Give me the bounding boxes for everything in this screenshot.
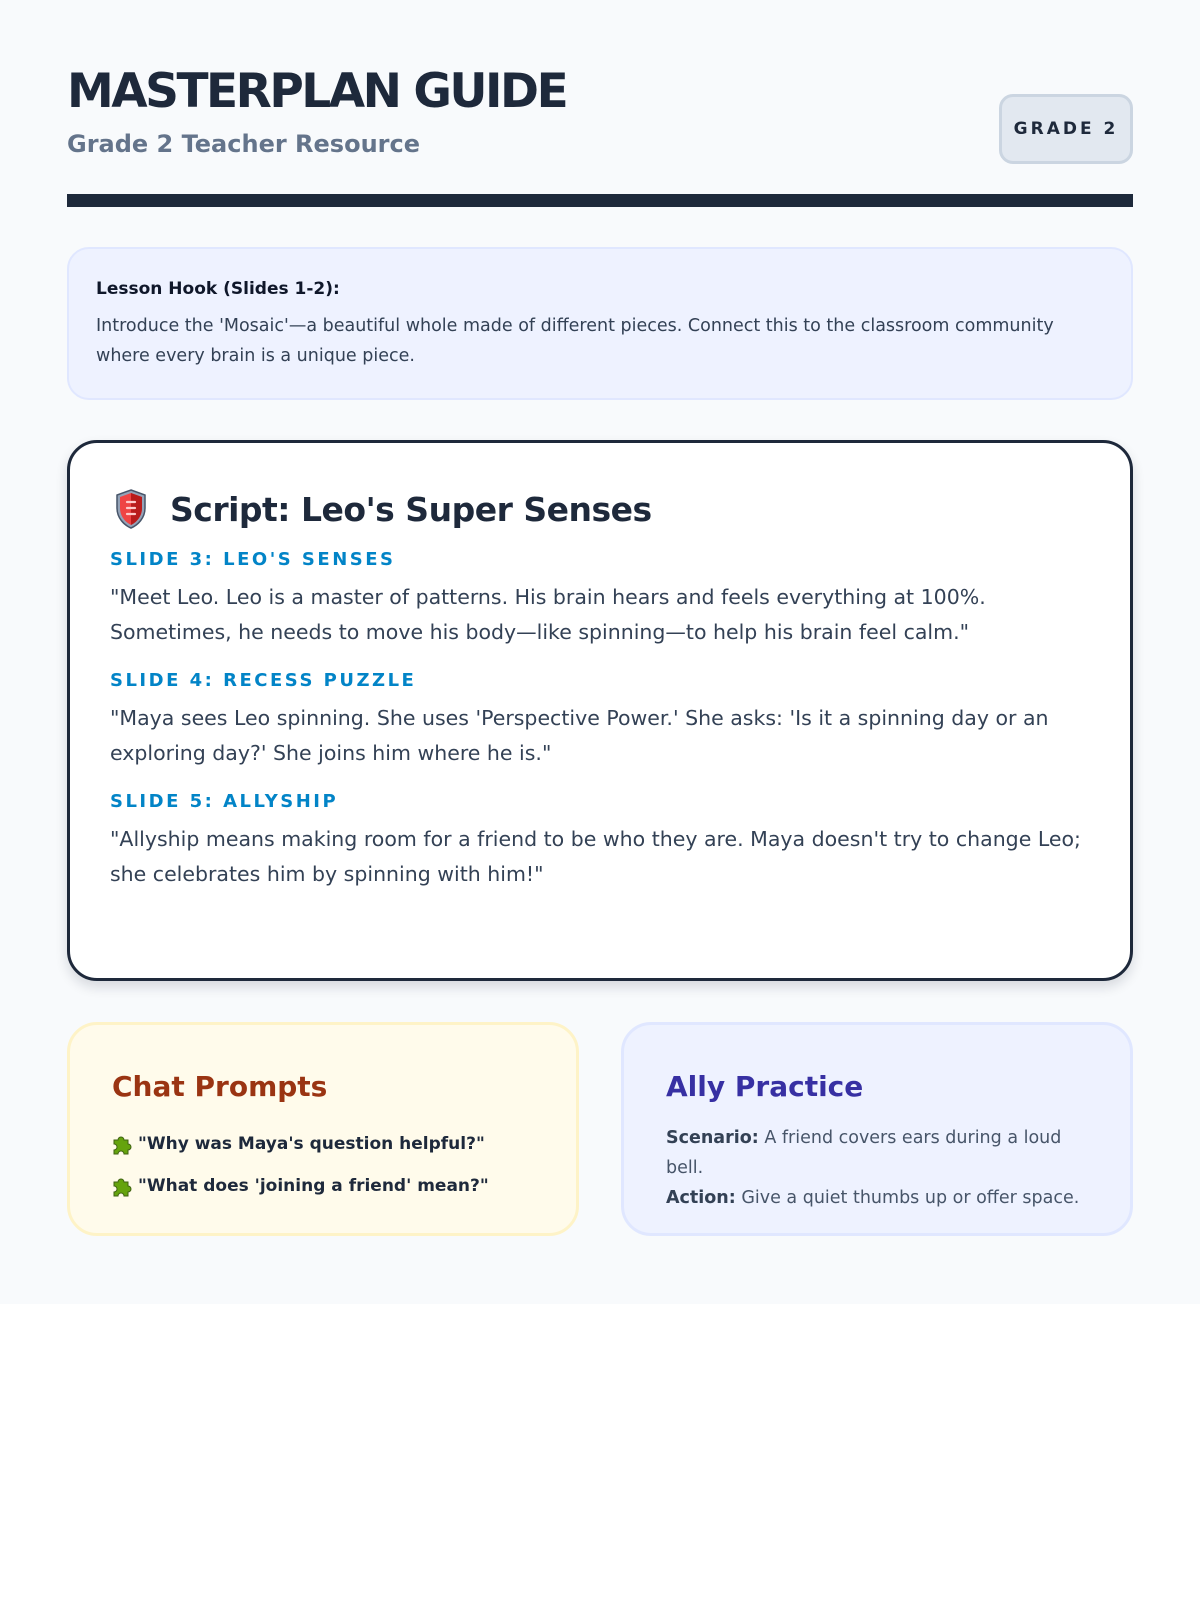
slide-label: SLIDE 3: LEO'S SENSES: [110, 549, 396, 570]
chat-prompt-item: [112, 1165, 534, 1207]
script-card: [67, 440, 1133, 981]
scenario-text: A friend covers ears during a loud bell.: [666, 1128, 1062, 1178]
chat-prompt-text: "Why was Maya's question helpful?": [138, 1134, 485, 1154]
ally-action: [666, 1183, 1088, 1213]
slide-section: [110, 549, 1090, 650]
ally-practice-card: [621, 1022, 1133, 1236]
header-divider: [67, 194, 1133, 207]
ally-scenario: [666, 1123, 1088, 1183]
slide-text: "Allyship means making room for a friend to be who they are. Maya doesn't try to change Leo; she celebrates him by spinning with him!": [110, 827, 1081, 886]
lesson-hook-body: Introduce the 'Mosaic'—a beautiful whole made of different pieces. Connect this to the classroom community where every brain is a unique piece.: [96, 316, 1054, 366]
ally-practice-title: Ally Practice: [666, 1070, 864, 1103]
action-text: Give a quiet thumbs up or offer space.: [735, 1188, 1080, 1208]
page-subtitle: Grade 2 Teacher Resource: [67, 130, 420, 158]
script-title: Script: Leo's Super Senses: [170, 489, 652, 529]
puzzle-piece-icon: [110, 1175, 132, 1197]
slide-section: [110, 670, 1090, 771]
chat-prompts-card: [67, 1022, 579, 1236]
slide-text: "Maya sees Leo spinning. She uses 'Perspective Power.' She asks: 'Is it a spinning day or an exploring day?' She joins him where he is.": [110, 706, 1049, 765]
slide-section: [110, 791, 1090, 892]
lesson-hook-card: [67, 247, 1133, 400]
chat-prompts-title: Chat Prompts: [112, 1070, 328, 1103]
puzzle-piece-icon: [110, 1133, 132, 1155]
slide-label: SLIDE 5: ALLYSHIP: [110, 791, 339, 812]
slide-label: SLIDE 4: RECESS PUZZLE: [110, 670, 417, 691]
slide-text: "Meet Leo. Leo is a master of patterns. His brain hears and feels everything at 100%. Sometimes, he needs to move his body—like spinning—to help his brain feel calm.": [110, 585, 986, 644]
chat-prompt-text: "What does 'joining a friend' mean?": [138, 1176, 489, 1196]
header: [67, 0, 1133, 205]
bottom-cards: [67, 1022, 1133, 1236]
page-title: MASTERPLAN GUIDE: [67, 64, 567, 119]
grade-badge: GRADE 2: [999, 94, 1133, 164]
chat-prompt-item: [112, 1123, 534, 1165]
scenario-label: Scenario:: [666, 1128, 759, 1148]
action-label: Action:: [666, 1188, 736, 1208]
script-header: [110, 483, 1090, 535]
lesson-hook-title: Lesson Hook (Slides 1-2):: [96, 279, 340, 299]
shield-icon: [114, 488, 148, 530]
